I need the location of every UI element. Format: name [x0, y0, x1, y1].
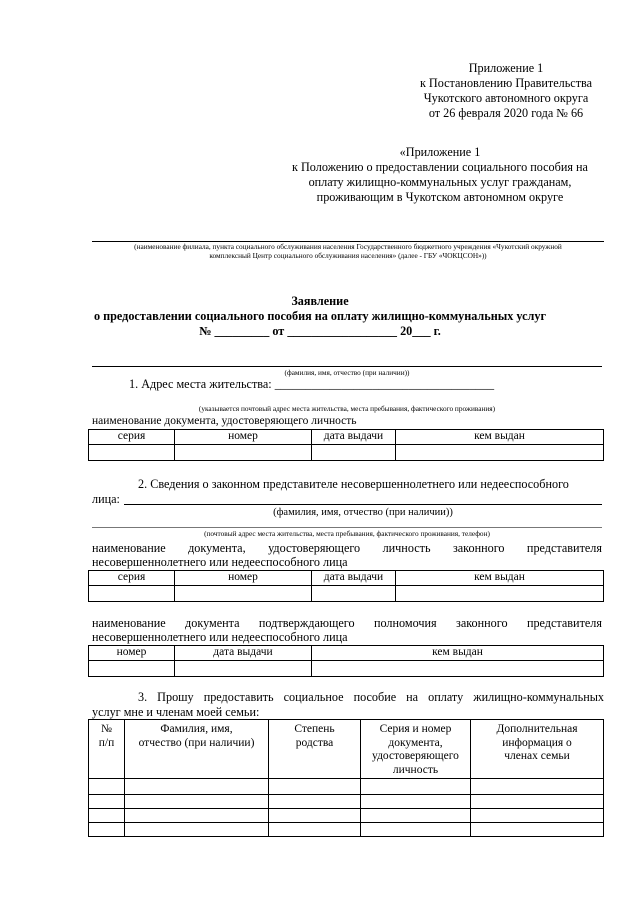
title-line-3: № _________ от __________________ 20___ г.: [199, 324, 441, 338]
representative-auth-cell-number[interactable]: [89, 661, 175, 677]
representative-address-note: (почтовый адрес места жительства, места пребывания, фактического проживания, телефон): [204, 529, 490, 538]
applicant-doc-cell-number[interactable]: [175, 445, 312, 461]
representative-doc-cell-issuer[interactable]: [396, 586, 604, 602]
family-cell[interactable]: [471, 823, 604, 837]
title-line-2: о предоставлении социального пособия на оплату жилищно-коммунальных услуг: [93, 309, 546, 323]
representative-auth-table: [88, 645, 604, 677]
representative-auth-header-date: дата выдачи: [175, 646, 312, 661]
document-title: [0, 294, 640, 339]
family-cell[interactable]: [361, 779, 471, 795]
appendix-regulation-line-4: проживающим в Чукотском автономном округе: [316, 190, 564, 204]
family-cell[interactable]: [269, 779, 361, 795]
applicant-doc-cell-issuer[interactable]: [396, 445, 604, 461]
representative-intro-line-2: лица:: [92, 492, 120, 506]
applicant-fio-note: (фамилия, имя, отчество (при наличии)): [284, 368, 410, 377]
family-cell[interactable]: [471, 795, 604, 809]
family-cell[interactable]: [89, 779, 125, 795]
family-cell[interactable]: [125, 823, 269, 837]
applicant-doc-cell-date[interactable]: [312, 445, 396, 461]
representative-doc-cell-date[interactable]: [312, 586, 396, 602]
family-cell[interactable]: [269, 795, 361, 809]
representative-doc-header-date: дата выдачи: [312, 571, 396, 586]
family-cell[interactable]: [89, 795, 125, 809]
family-cell[interactable]: [361, 795, 471, 809]
applicant-doc-header-number: номер: [175, 430, 312, 445]
appendix-regulation-block: [270, 145, 610, 205]
representative-auth-label-line-2: несовершеннолетнего или недееспособного лица: [92, 630, 348, 644]
title-line-1: Заявление: [291, 294, 349, 308]
branch-note-line-1: (наименование филиала, пункта социального обслуживания населения Государственного бюджетного учреждения «Чукотский окружной: [134, 242, 562, 251]
applicant-doc-header-series: серия: [89, 430, 175, 445]
applicant-address-label: 1. Адрес места жительства: ____________________________________: [129, 377, 495, 391]
family-header-number: № п/п: [89, 720, 125, 779]
representative-auth-cell-issuer[interactable]: [312, 661, 604, 677]
applicant-fio-line[interactable]: [92, 366, 602, 367]
appendix-decree-line-2: к Постановлению Правительства: [419, 76, 593, 90]
family-request-line-2: услуг мне и членам моей семьи:: [92, 705, 260, 719]
representative-doc-label-line-2: несовершеннолетнего или недееспособного лица: [92, 555, 348, 569]
family-cell[interactable]: [361, 823, 471, 837]
family-cell[interactable]: [471, 779, 604, 795]
appendix-decree-line-3: Чукотского автономного округа: [423, 91, 589, 105]
representative-auth-header-issuer: кем выдан: [312, 646, 604, 661]
representative-fio-note: (фамилия, имя, отчество (при наличии)): [273, 507, 453, 518]
representative-intro-line-1: 2. Сведения о законном представителе несовершеннолетнего или недееспособного: [138, 477, 569, 491]
representative-auth-label-line-1: наименование документа подтверждающего полномочия законного представителя: [92, 616, 602, 630]
appendix-decree-block: [396, 61, 616, 121]
family-header-extra-info: Дополнительная информация о членах семьи: [471, 720, 604, 779]
family-members-table: [88, 719, 604, 837]
appendix-regulation-line-1: «Приложение 1: [399, 145, 481, 159]
family-request-line-1: 3. Прошу предоставить социальное пособие на оплату жилищно-коммунальных: [138, 690, 604, 704]
applicant-doc-header-issuer: кем выдан: [396, 430, 604, 445]
family-cell[interactable]: [269, 823, 361, 837]
family-header-fio: Фамилия, имя, отчество (при наличии): [125, 720, 269, 779]
family-cell[interactable]: [89, 823, 125, 837]
applicant-doc-header-date: дата выдачи: [312, 430, 396, 445]
appendix-regulation-line-2: к Положению о предоставлении социального пособия на: [292, 160, 588, 174]
representative-doc-header-issuer: кем выдан: [396, 571, 604, 586]
branch-note-line-2: комплексный Центр социального обслуживания населения» (далее - ГБУ «ЧОКЦСОН»)): [209, 251, 487, 260]
applicant-address-note: (указывается почтовый адрес места жительства, места пребывания, фактического проживания): [198, 404, 496, 413]
representative-doc-label-line-1: наименование документа, удостоверяющего личность законного представителя: [92, 541, 602, 555]
family-cell[interactable]: [125, 795, 269, 809]
family-header-relation: Степень родства: [269, 720, 361, 779]
representative-auth-cell-date[interactable]: [175, 661, 312, 677]
applicant-doc-cell-series[interactable]: [89, 445, 175, 461]
family-cell[interactable]: [269, 809, 361, 823]
family-cell[interactable]: [89, 809, 125, 823]
representative-address-line[interactable]: [92, 527, 602, 528]
family-cell[interactable]: [125, 809, 269, 823]
representative-doc-header-number: номер: [175, 571, 312, 586]
representative-doc-cell-number[interactable]: [175, 586, 312, 602]
appendix-regulation-line-3: оплату жилищно-коммунальных услуг гражданам,: [308, 175, 572, 189]
representative-doc-cell-series[interactable]: [89, 586, 175, 602]
representative-fio-line[interactable]: [124, 504, 602, 505]
representative-auth-header-number: номер: [89, 646, 175, 661]
family-cell[interactable]: [361, 809, 471, 823]
appendix-decree-line-4: от 26 февраля 2020 года № 66: [428, 106, 584, 120]
applicant-doc-table: [88, 429, 604, 461]
family-cell[interactable]: [471, 809, 604, 823]
family-header-document: Серия и номер документа, удостоверяющего личность: [361, 720, 471, 779]
representative-doc-header-series: серия: [89, 571, 175, 586]
family-cell[interactable]: [125, 779, 269, 795]
branch-name-note: [88, 242, 608, 260]
appendix-decree-line-1: Приложение 1: [468, 61, 544, 75]
applicant-doc-label: наименование документа, удостоверяющего личность: [92, 415, 357, 427]
representative-doc-table: [88, 570, 604, 602]
